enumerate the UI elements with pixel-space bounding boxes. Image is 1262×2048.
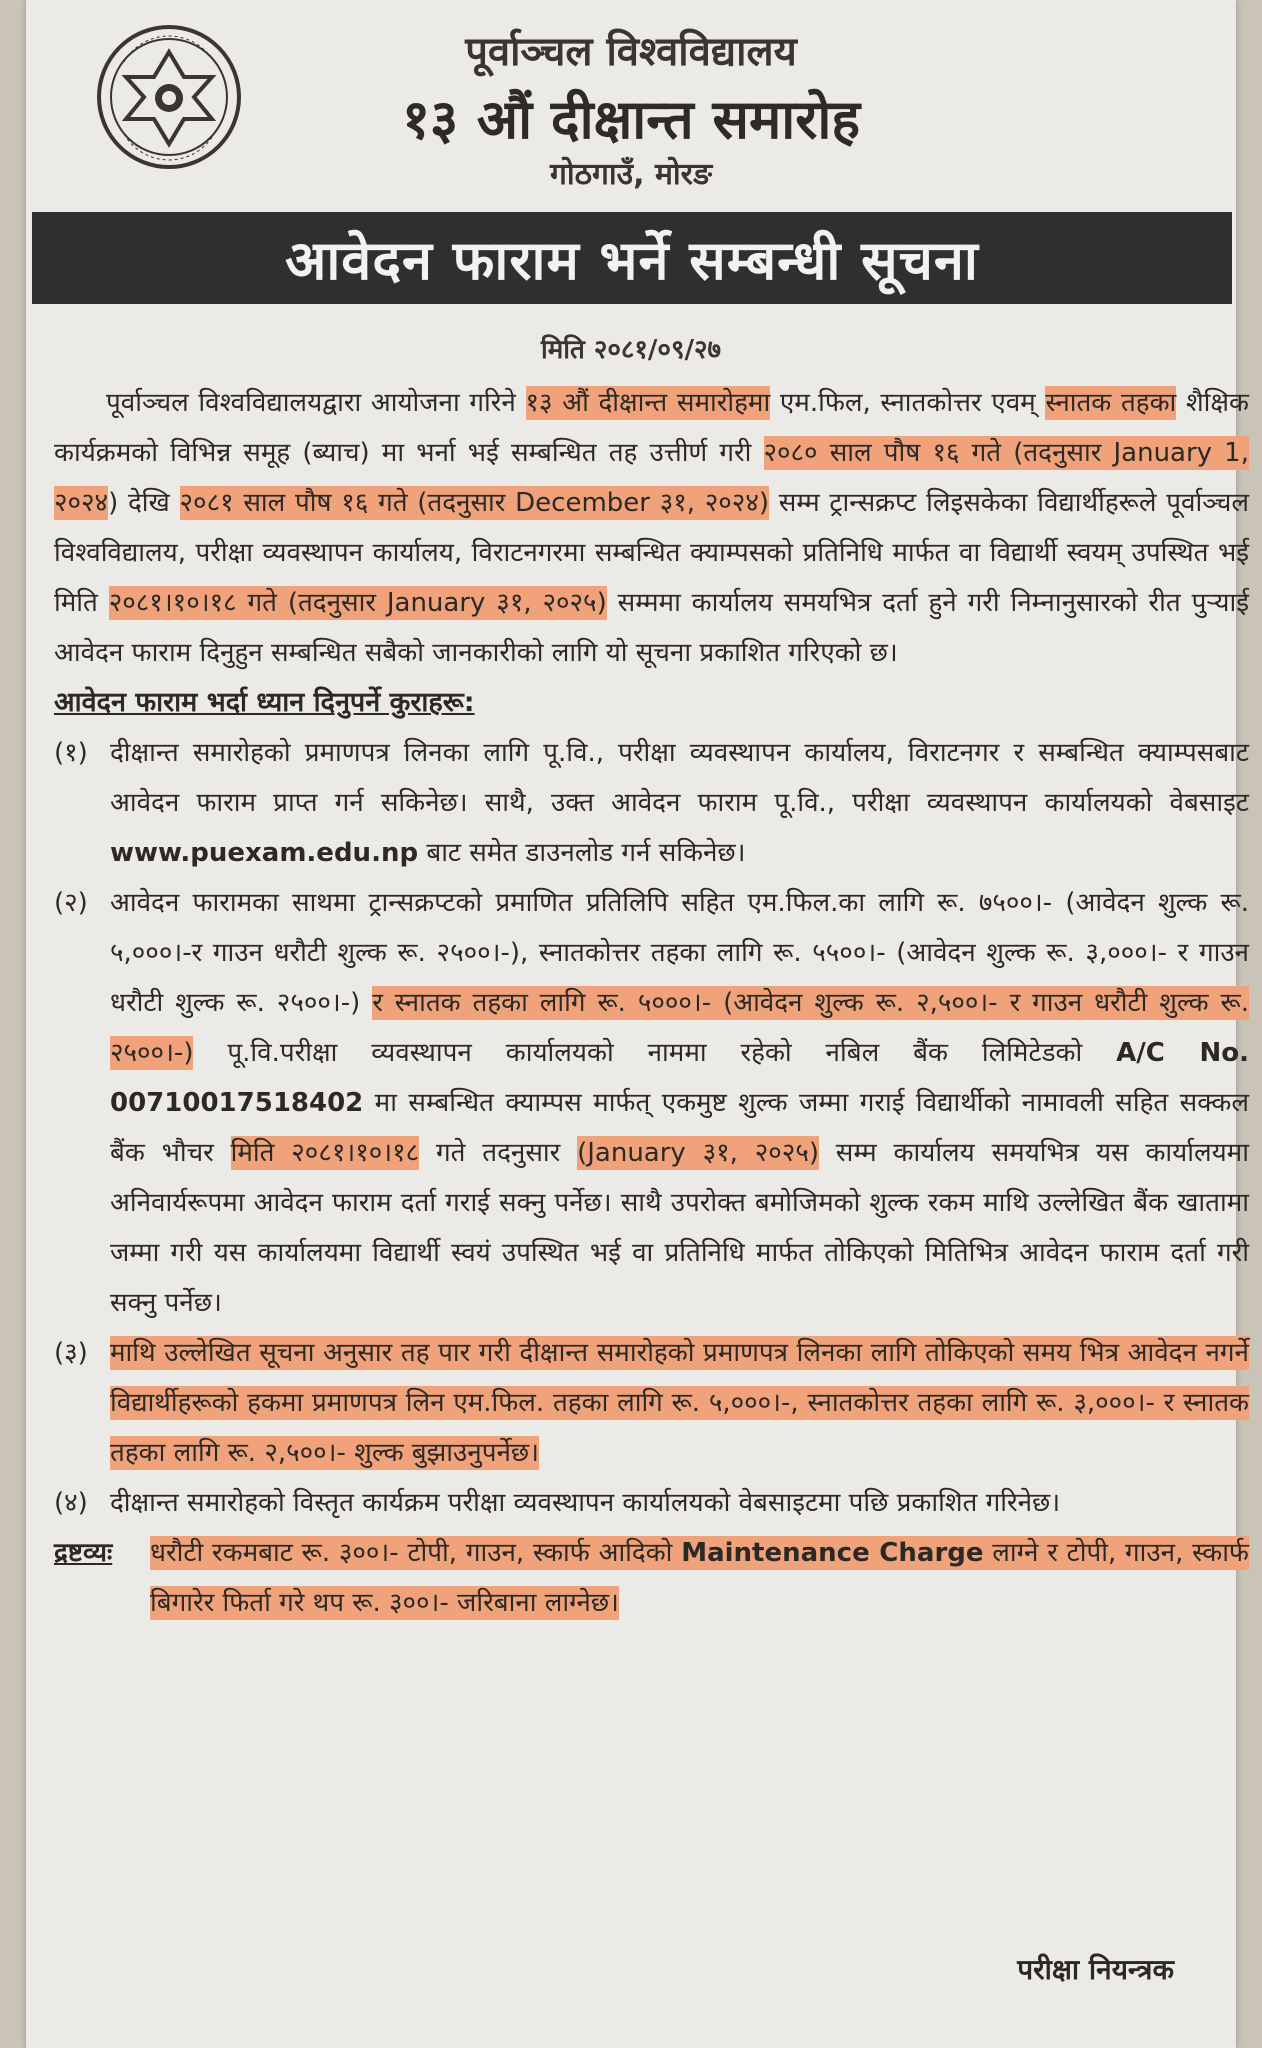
section-heading [54,678,1249,728]
intro-highlight: २०८१।१०।१८ गते (तदनुसार January ३१, २०२५) [108,588,607,618]
intro-paragraph [54,378,1249,678]
item-highlight: (January ३१, २०२५) [577,1138,819,1168]
item-text [110,878,1249,1328]
item-highlight: माथि उल्लेखित सूचना अनुसार तह पार गरी दीक्षान्त समारोहको प्रमाणपत्र लिनका लागि तोकिएको समय भित्र आवेदन नगर्ने विद्यार्थीहरूको हकमा प्रमाणपत्र लिन एम.फिल. तहका लागि रू. ५,०००।-, स्नातकोत्तर तहका लागि रू. ३,०००।- र स्नातक तहका लागि रू. २,५००।- शुल्क बुझाउनुपर्नेछ। [110,1338,1249,1468]
item-text-part: गते तदनुसार [419,1138,578,1168]
university-name: पूर्वाञ्चल विश्वविद्यालय [465,29,797,75]
item-number: (२) [54,888,88,918]
notice-banner [32,212,1232,304]
note-highlight: धरौटी रकमबाट रू. ३००।- टोपी, गाउन, स्कार्फ आदिको [150,1538,682,1568]
item-highlight: मिति २०८१।१०।१८ [230,1138,420,1168]
website-link[interactable]: www.puexam.edu.np [110,838,419,868]
banner-title: आवेदन फाराम भर्ने सम्बन्धी सूचना [285,229,979,292]
item-number: (४) [54,1488,88,1518]
note-highlight: Maintenance Charge [681,1538,984,1568]
list-item [54,728,1249,878]
note-label: द्रष्टव्यः [54,1538,113,1568]
item-text [110,1328,1249,1478]
list-item [54,1328,1249,1478]
item-text-part: दीक्षान्त समारोहको प्रमाणपत्र लिनका लागि पू.वि., परीक्षा व्यवस्थापन कार्यालय, विराटनगर र सम्बन्धित क्याम्पसबाट आवेदन फाराम प्राप्त गर्न सकिनेछ। साथै, उक्त आवेदन फाराम पू.वि., परीक्षा व्यवस्थापन कार्यालयको वेबसाइट [110,738,1249,818]
note [54,1528,1249,1628]
note-highlight: लाग्ने र टोपी, गाउन, स्कार्फ बिगारेर फिर्ता गरे थप रू. ३००।- जरिबाना लाग्नेछ। [150,1538,1249,1618]
signature: परीक्षा नियन्त्रक [1017,1953,1174,1986]
notice-paper [26,0,1250,2048]
intro-highlight: २०८० साल पौष १६ गते (तदनुसार January 1, २०२४ [54,438,1249,518]
intro-highlight: स्नातक तहका [1045,388,1177,418]
account-label: A/C No. [1116,1038,1250,1068]
location: गोठगाउँ, मोरङ [549,157,713,192]
notice-date: मिति २०८१/०९/२७ [540,335,722,365]
item-number: (३) [54,1338,88,1368]
intro-text: सम्म ट्रान्सक्रप्ट लिइसकेका विद्यार्थीहरूले पूर्वाञ्चल विश्वविद्यालय, परीक्षा व्यवस्थापन कार्यालय, विराटनगरमा सम्बन्धित क्याम्पसको प्रतिनिधि मार्फत वा विद्यार्थी स्वयम् उपस्थित भई मिति [54,488,1249,618]
item-text [110,728,1249,878]
list-item [54,1478,1249,1528]
intro-text: ) देखि [108,488,180,518]
note-text [150,1528,1249,1628]
notice-body [54,378,1249,1628]
item-text: दीक्षान्त समारोहको विस्तृत कार्यक्रम परीक्षा व्यवस्थापन कार्यालयको वेबसाइटमा पछि प्रकाशित गरिनेछ। [110,1488,1061,1518]
intro-text: पूर्वाञ्चल विश्वविद्यालयद्वारा आयोजना गरिने [106,388,526,418]
ceremony-title: १३ औं दीक्षान्त समारोह [401,88,861,151]
intro-text: एम.फिल, स्नातकोत्तर एवम् [770,388,1046,418]
item-number: (१) [54,738,88,768]
item-text-part: बाट समेत डाउनलोड गर्न सकिनेछ। [418,838,746,868]
item-text-part: सम्म कार्यालय समयभित्र यस कार्यालयमा अनिवार्यरूपमा आवेदन फाराम दर्ता गराई सक्नु पर्नेछ। साथै उपरोक्त बमोजिमको शुल्क रकम माथि उल्लेखित बैंक खातामा जम्मा गरी यस कार्यालयमा विद्यार्थी स्वयं उपस्थित भई वा प्रतिनिधि मार्फत तोकिएको मितिभित्र आवेदन फाराम दर्ता गरी सक्नु पर्नेछ। [110,1138,1249,1318]
intro-highlight: २०८१ साल पौष १६ गते (तदनुसार December ३१, २०२४) [179,488,769,518]
item-highlight: र स्नातक तहका लागि रू. ५०००।- (आवेदन शुल्क रू. २,५००।- र गाउन धरौटी शुल्क रू. २५००।-) [110,988,1249,1068]
section-heading-text: आवेदन फाराम भर्दा ध्यान दिनुपर्ने कुराहरू: [54,687,475,718]
item-text-part: मा सम्बन्धित क्याम्पस मार्फत् एकमुष्ट शुल्क जम्मा गराई विद्यार्थीको नामावली सहित सक्कल बैंक भौचर [110,1088,1249,1168]
notice-header [26,0,1236,205]
intro-highlight: १३ औं दीक्षान्त समारोहमा [525,388,771,418]
item-text-part: आवेदन फारामका साथमा ट्रान्सक्रप्टको प्रमाणित प्रतिलिपि सहित एम.फिल.का लागि रू. ७५००।- (आवेदन शुल्क रू. ५,०००।-र गाउन धरौटी शुल्क रू. २५००।-), स्नातकोत्तर तहका लागि रू. ५५००।- (आवेदन शुल्क रू. ३,०००।- र गाउन धरौटी शुल्क रू. २५००।-) [110,888,1249,1018]
intro-text: शैक्षिक कार्यक्रमको विभिन्न समूह (ब्याच) मा भर्ना भई सम्बन्धित तह उत्तीर्ण गरी [54,388,1249,468]
item-text-part: पू.वि.परीक्षा व्यवस्थापन कार्यालयको नाममा रहेको नबिल बैंक लिमिटेडको [193,1038,1117,1068]
intro-text: सम्ममा कार्यालय समयभित्र दर्ता हुने गरी निम्नानुसारको रीत पुऱ्याई आवेदन फाराम दिनुहुन सम्बन्धित सबैको जानकारीको लागि यो सूचना प्रकाशित गरिएको छ। [54,588,1250,668]
list-item [54,878,1249,1328]
account-number: 00710017518402 [110,1088,364,1118]
